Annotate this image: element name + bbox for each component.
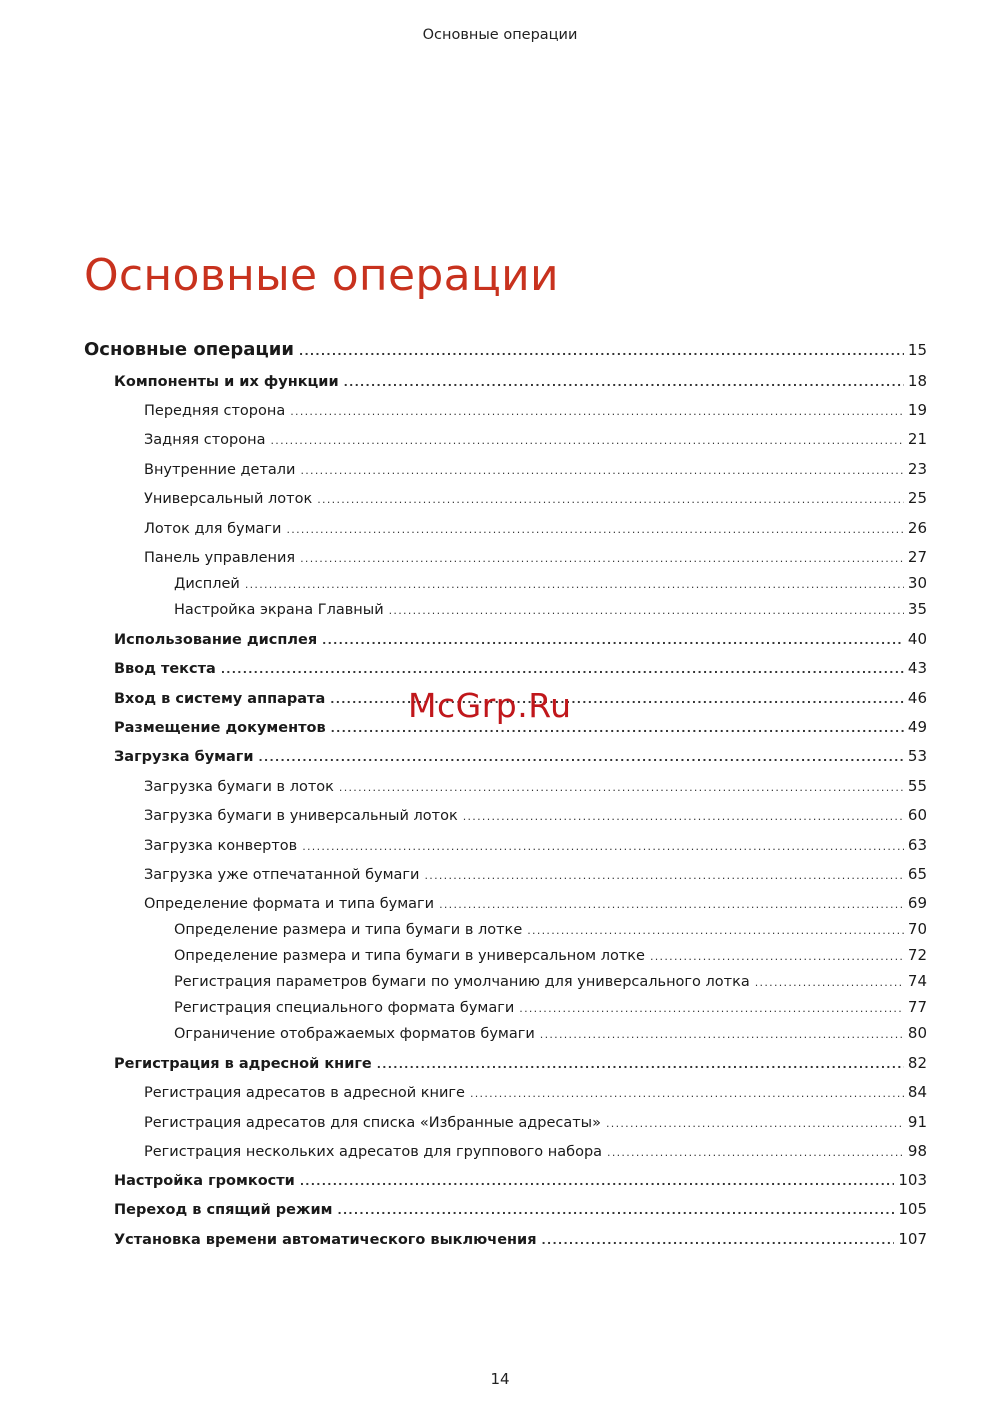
toc-leader (542, 1234, 895, 1247)
toc-page: 35 (907, 600, 927, 618)
toc-entry[interactable] (114, 1054, 927, 1072)
toc-label: Регистрация адресатов в адресной книге (144, 1085, 465, 1101)
toc-entry[interactable] (114, 1200, 927, 1218)
toc-entry[interactable] (144, 894, 927, 912)
toc-page: 53 (907, 747, 927, 765)
toc-entry[interactable] (144, 1083, 927, 1101)
toc-page: 105 (898, 1200, 927, 1218)
toc-entry[interactable] (174, 998, 927, 1016)
toc-page: 26 (907, 519, 927, 537)
toc-label: Определение размера и типа бумаги в универсальном лотке (174, 948, 645, 964)
toc-page: 91 (907, 1113, 927, 1131)
toc-page: 103 (898, 1171, 927, 1189)
toc-label: Загрузка бумаги в лоток (144, 779, 334, 795)
toc-label: Загрузка бумаги (114, 749, 254, 765)
toc-entry[interactable] (144, 806, 927, 824)
toc-entry[interactable] (144, 401, 927, 419)
toc-entry[interactable] (144, 1142, 927, 1160)
toc-label: Передняя сторона (144, 403, 286, 419)
toc-leader (389, 604, 904, 617)
toc-entry[interactable] (114, 630, 927, 648)
toc-leader (755, 976, 904, 989)
toc-entry[interactable] (174, 574, 927, 592)
watermark: McGrp.Ru (408, 686, 572, 725)
toc-entry[interactable] (84, 339, 927, 360)
toc-leader (300, 464, 903, 477)
toc-entry[interactable] (144, 460, 927, 478)
toc-leader (519, 1002, 904, 1015)
toc-leader (606, 1117, 904, 1130)
toc-page: 98 (907, 1142, 927, 1160)
toc-entry[interactable] (174, 972, 927, 990)
toc-label: Основные операции (84, 339, 294, 360)
toc-label: Определение размера и типа бумаги в лотке (174, 922, 523, 938)
toc-page: 21 (907, 430, 927, 448)
toc-leader (377, 1058, 904, 1071)
toc-entry[interactable] (144, 430, 927, 448)
page-number: 14 (490, 1370, 510, 1388)
toc-page: 69 (907, 894, 927, 912)
toc-leader (439, 898, 904, 911)
toc-leader (300, 1175, 895, 1188)
toc-page: 77 (907, 998, 927, 1016)
toc-page: 74 (907, 972, 927, 990)
toc-leader (245, 578, 904, 591)
toc-label: Настройка экрана Главный (174, 602, 384, 618)
toc-label: Загрузка бумаги в универсальный лоток (144, 808, 458, 824)
toc-page: 84 (907, 1083, 927, 1101)
toc-label: Определение формата и типа бумаги (144, 896, 435, 912)
toc-page: 40 (907, 630, 927, 648)
toc-page: 49 (907, 718, 927, 736)
toc-label: Дисплей (174, 576, 240, 592)
toc-label: Регистрация в адресной книге (114, 1056, 372, 1072)
toc-label: Размещение документов (114, 720, 326, 736)
toc-label: Панель управления (144, 550, 296, 566)
toc-entry[interactable] (114, 659, 927, 677)
toc-label: Внутренние детали (144, 462, 296, 478)
toc-leader (424, 869, 903, 882)
toc-entry[interactable] (114, 1171, 927, 1189)
toc-label: Использование дисплея (114, 632, 318, 648)
toc-entry[interactable] (174, 600, 927, 618)
toc-page: 63 (907, 836, 927, 854)
toc-leader (650, 950, 904, 963)
toc-leader (337, 1204, 894, 1217)
toc-page: 80 (907, 1024, 927, 1042)
toc-label: Регистрация нескольких адресатов для группового набора (144, 1144, 603, 1160)
toc-label: Переход в спящий режим (114, 1202, 333, 1218)
toc-page: 18 (907, 372, 927, 390)
toc-label: Установка времени автоматического выключения (114, 1232, 537, 1248)
toc-label: Ввод текста (114, 661, 216, 677)
toc-page: 70 (907, 920, 927, 938)
toc-label: Вход в систему аппарата (114, 691, 326, 707)
toc-page: 15 (907, 341, 927, 359)
toc-entry[interactable] (144, 489, 927, 507)
toc-label: Регистрация параметров бумаги по умолчанию для универсального лотка (174, 974, 750, 990)
toc-page: 65 (907, 865, 927, 883)
toc-page: 107 (898, 1230, 927, 1248)
toc-entry[interactable] (114, 372, 927, 390)
toc-entry[interactable] (144, 1113, 927, 1131)
toc-leader (607, 1146, 904, 1159)
toc-leader (270, 434, 903, 447)
toc-page: 82 (907, 1054, 927, 1072)
toc-label: Ограничение отображаемых форматов бумаги (174, 1026, 535, 1042)
toc-page: 19 (907, 401, 927, 419)
toc-page: 43 (907, 659, 927, 677)
toc-label: Задняя сторона (144, 432, 266, 448)
toc-leader (317, 493, 904, 506)
toc-label: Регистрация адресатов для списка «Избранные адресаты» (144, 1115, 601, 1131)
toc-entry[interactable] (174, 920, 927, 938)
toc-leader (527, 924, 904, 937)
toc-entry[interactable] (174, 946, 927, 964)
toc-leader (302, 840, 904, 853)
toc-entry[interactable] (144, 519, 927, 537)
toc-leader (463, 810, 904, 823)
toc-leader (344, 376, 904, 389)
toc-page: 60 (907, 806, 927, 824)
toc-entry[interactable] (144, 836, 927, 854)
toc-leader (259, 751, 904, 764)
toc-page: 23 (907, 460, 927, 478)
toc-page: 46 (907, 689, 927, 707)
toc-page: 72 (907, 946, 927, 964)
toc-label: Регистрация специального формата бумаги (174, 1000, 515, 1016)
toc-entry[interactable] (144, 865, 927, 883)
toc-entry[interactable] (144, 548, 927, 566)
running-header: Основные операции (422, 27, 578, 43)
toc-page: 30 (907, 574, 927, 592)
toc-entry[interactable] (144, 777, 927, 795)
toc-entry[interactable] (174, 1024, 927, 1042)
toc-entry[interactable] (114, 1230, 927, 1248)
toc-leader (299, 345, 904, 358)
toc-leader (540, 1028, 904, 1041)
toc-page: 55 (907, 777, 927, 795)
toc-page: 25 (907, 489, 927, 507)
toc-label: Загрузка конвертов (144, 838, 298, 854)
toc-leader (322, 634, 904, 647)
toc-label: Загрузка уже отпечатанной бумаги (144, 867, 420, 883)
toc-page: 27 (907, 548, 927, 566)
toc-leader (286, 523, 903, 536)
toc-leader (339, 781, 904, 794)
toc-label: Компоненты и их функции (114, 374, 339, 390)
toc-leader (300, 552, 904, 565)
toc-leader (470, 1087, 904, 1100)
toc-entry[interactable] (114, 747, 927, 765)
toc-leader (290, 405, 904, 418)
chapter-title: Основные операции (84, 250, 559, 301)
toc-leader (221, 663, 904, 676)
toc-label: Универсальный лоток (144, 491, 313, 507)
toc-label: Настройка громкости (114, 1173, 295, 1189)
toc-label: Лоток для бумаги (144, 521, 282, 537)
